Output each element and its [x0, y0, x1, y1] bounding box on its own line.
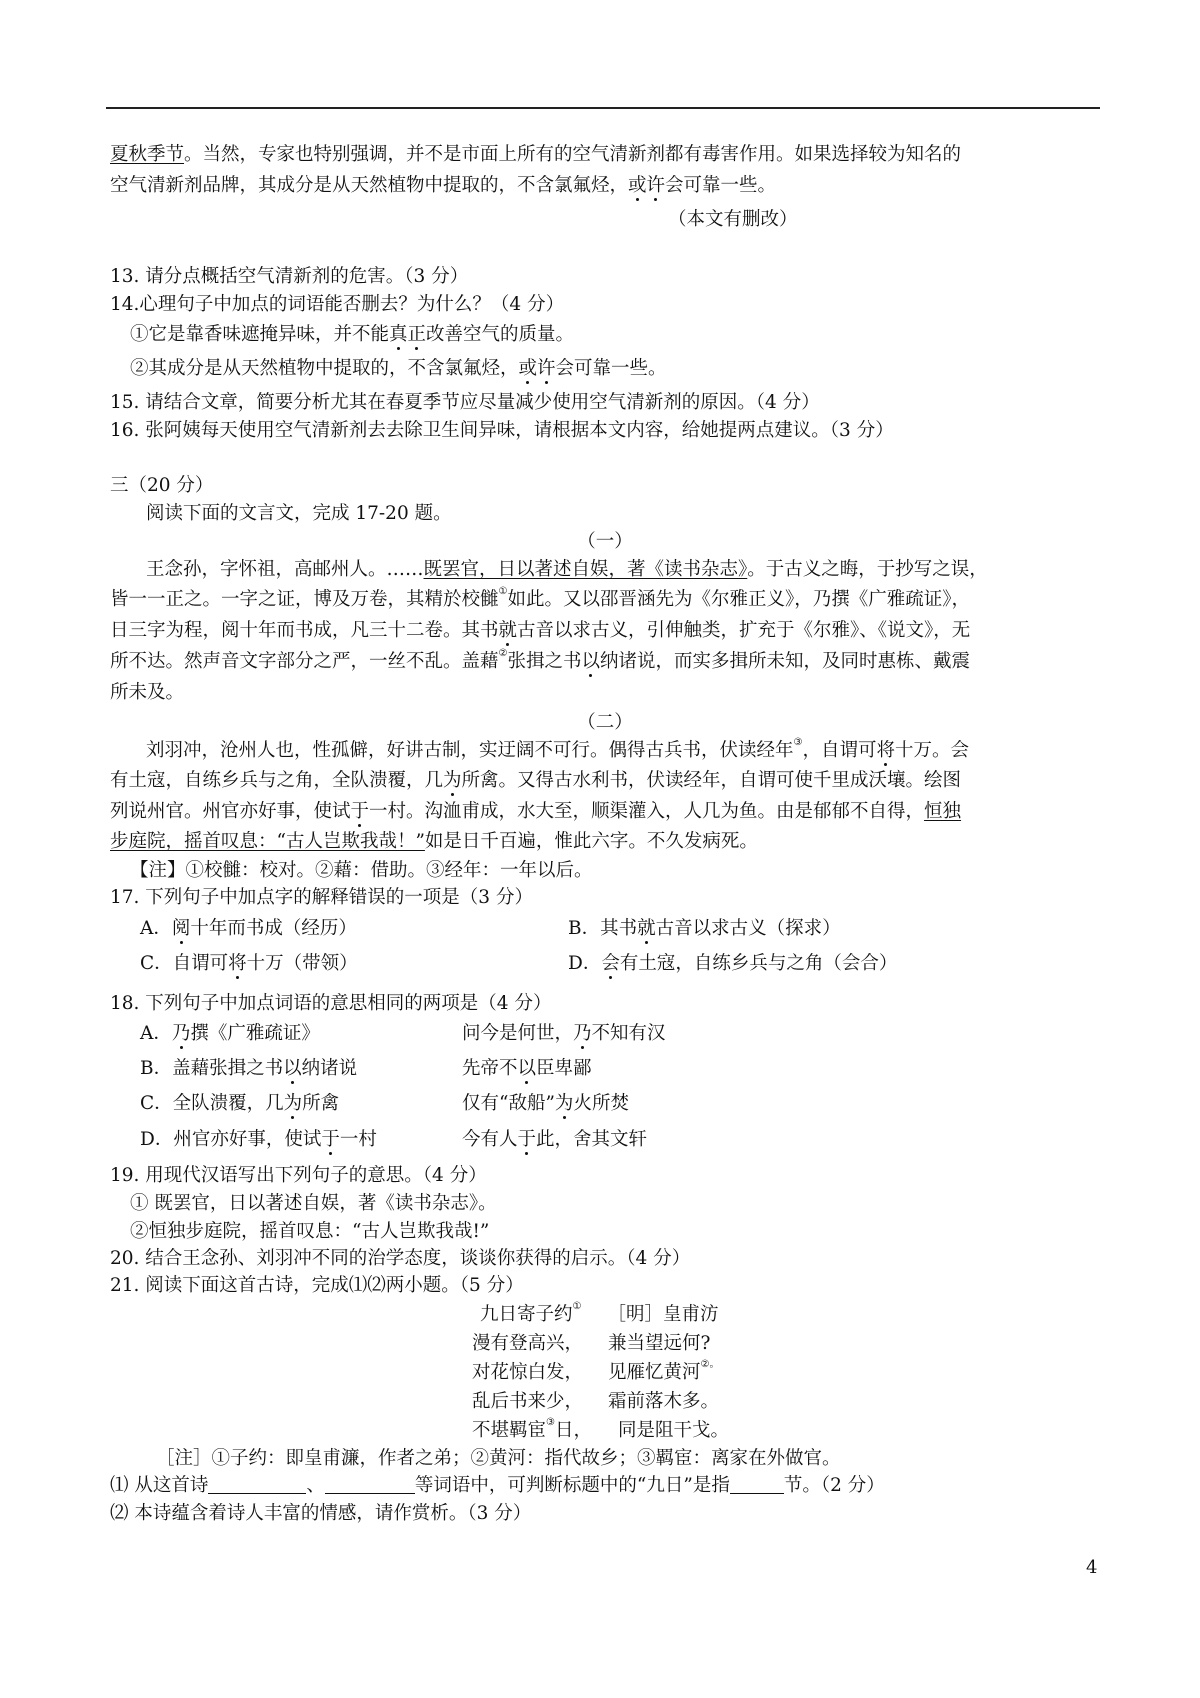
poem-title-line: 九日寄子约① ［明］皇甫汸 [480, 1301, 719, 1325]
header-rule [106, 107, 1100, 109]
text-2-line-3: 列说州官。州官亦好事，使试于一村。沟洫甫成，水大至，顺渠灌入，人几为鱼。由是郁郁不自得，恒独 [110, 801, 962, 822]
poem-line-1: 漫有登高兴， 兼当望远何? [472, 1333, 711, 1354]
text-1-label: （一） [577, 531, 633, 552]
question-20: 20. 结合王念孙、刘羽冲不同的治学态度，谈谈你获得的启示。（4 分） [110, 1248, 691, 1269]
passage-note: （本文有删改） [668, 209, 798, 230]
question-21-part-2: ⑵ 本诗蕴含着诗人丰富的情感，请作赏析。（3 分） [110, 1503, 532, 1524]
poem-title: 九日寄子约 [480, 1304, 573, 1325]
poem-line-4: 不堪羁宦③日， 同是阻干戈。 [472, 1417, 730, 1441]
question-21-stem: 21. 阅读下面这首古诗，完成⑴⑵两小题。（5 分） [110, 1275, 524, 1296]
question-18-option-a: A．乃撰《广雅疏证》 [140, 1023, 320, 1044]
question-18-option-c: C．全队溃覆，几为所禽 [140, 1093, 340, 1114]
page-number: 4 [1086, 1557, 1098, 1578]
text-1-line-2: 皆一一正之。一字之证，博及万卷，其精於校雠①如此。又以邵晋涵先为《尔雅正义》，乃撰《广雅疏证》， [110, 586, 970, 610]
question-17-option-b: B．其书就古音以求古义（探求） [568, 918, 841, 939]
question-17-option-a: A．阅十年而书成（经历） [140, 918, 357, 939]
question-18-option-c-pair: 仅有“敌船”为火所焚 [462, 1093, 629, 1114]
question-14-sentence-2: ②其成分是从天然植物中提取的，不含氯氟烃，或许会可靠一些。 [130, 358, 667, 379]
text-2-line-4: 步庭院，摇首叹息：“古人岂欺我哉！”如是日千百遍，惟此六字。不久发病死。 [110, 831, 758, 852]
question-17-option-d: D．会有土寇，自练乡兵与之角（会合） [568, 953, 898, 974]
text-2-line-2: 有土寇，自练乡兵与之角，全队溃覆，几为所禽。又得古水利书，伏读经年，自谓可使千里成沃壤。绘图 [110, 770, 962, 791]
question-19-stem: 19. 用现代汉语写出下列句子的意思。（4 分） [110, 1165, 487, 1186]
answer-blank-3[interactable] [730, 1475, 784, 1494]
poem-author: ［明］皇甫汸 [607, 1304, 719, 1325]
question-18-option-d-pair: 今有人于此，舍其文轩 [462, 1129, 648, 1150]
text-1-line-3: 日三字为程，阅十年而书成，凡三十二卷。其书就古音以求古义，引伸触类，扩充于《尔雅》、《说文》，无 [110, 620, 971, 641]
passage-line-2: 空气清新剂品牌，其成分是从天然植物中提取的，不含氯氟烃，或许会可靠一些。 [110, 175, 777, 196]
passage-line-1: 夏秋季节。当然，专家也特别强调，并不是市面上所有的空气清新剂都有毒害作用。如果选择较为知名的 [110, 144, 962, 165]
question-18-option-a-pair: 问今是何世，乃不知有汉 [462, 1023, 666, 1044]
answer-blank-1[interactable] [208, 1475, 306, 1494]
question-18-option-d: D．州官亦好事，使试于一村 [140, 1129, 377, 1150]
text-2-note: 【注】①校雠：校对。②藉：借助。③经年：一年以后。 [130, 860, 593, 881]
section-3-title: 三（20 分） [110, 475, 214, 496]
poem-line-2: 对花惊白发， 见雁忆黄河②。 [472, 1359, 720, 1383]
question-14-sentence-1: ①它是靠香味遮掩异味，并不能真正改善空气的质量。 [130, 324, 575, 345]
question-13: 13. 请分点概括空气清新剂的危害。（3 分） [110, 266, 469, 287]
poem-note: ［注］①子约：即皇甫濂，作者之弟；②黄河：指代故乡；③羁宦：离家在外做官。 [156, 1448, 841, 1469]
question-18-stem: 18. 下列句子中加点词语的意思相同的两项是（4 分） [110, 993, 552, 1014]
text-1-line-5: 所未及。 [110, 682, 185, 703]
question-17-option-c: C．自谓可将十万（带领） [140, 953, 358, 974]
question-21-part-1: ⑴ 从这首诗 、 等词语中，可判断标题中的“九日”是指 节。（2 分） [110, 1475, 885, 1496]
question-17-stem: 17. 下列句子中加点字的解释错误的一项是（3 分） [110, 887, 533, 908]
text-2-label: （二） [577, 712, 633, 733]
question-19-sentence-2: ②恒独步庭院，摇首叹息：“古人岂欺我哉!” [130, 1221, 490, 1242]
question-14-stem: 14.心理句子中加点的词语能否删去？为什么？（4 分） [110, 294, 565, 315]
poem-line-3: 乱后书来少， 霜前落木多。 [472, 1391, 720, 1412]
question-18-option-b-pair: 先帝不以臣卑鄙 [462, 1058, 592, 1079]
question-18-option-b: B．盖藉张揖之书以纳诸说 [140, 1058, 358, 1079]
question-16: 16. 张阿姨每天使用空气清新剂去去除卫生间异味，请根据本文内容，给她提两点建议。（3 分） [110, 420, 894, 441]
question-15: 15. 请结合文章，简要分析尤其在春夏季节应尽量减少使用空气清新剂的原因。（4 分） [110, 392, 820, 413]
question-19-sentence-1: ① 既罢官，日以著述自娱，著《读书杂志》。 [130, 1193, 497, 1214]
text-1-line-1: 王念孙，字怀祖，高邮州人。……既罢官，日以著述自娱，著《读书杂志》。于古义之晦，于抄写之误， [146, 559, 988, 580]
answer-blank-2[interactable] [325, 1475, 415, 1494]
text-2-line-1: 刘羽冲，沧州人也，性孤僻，好讲古制，实迂阔不可行。偶得古兵书，伏读经年③，自谓可将十万。会 [146, 737, 970, 761]
text-1-line-4: 所不达。然声音文字部分之严，一丝不乱。盖藉②张揖之书以纳诸说，而实多揖所未知，及同时惠栋、戴震 [110, 648, 971, 672]
section-3-intro: 阅读下面的文言文，完成 17-20 题。 [146, 503, 452, 524]
